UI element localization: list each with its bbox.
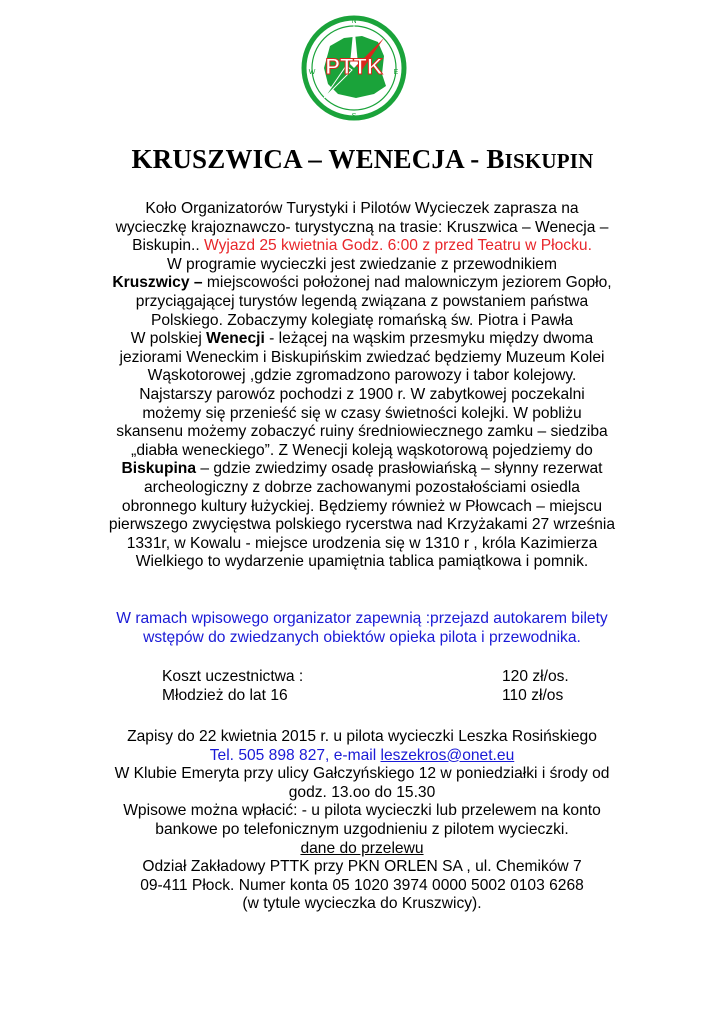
biskupin-bold: Biskupina (121, 460, 197, 478)
intro-line: obronnego kultury łużyckiej. Będziemy również w Płowcach – miejscu (121, 497, 603, 515)
intro-line: W programie wycieczki jest zwiedzanie z przewodnikiem (167, 255, 557, 273)
signup-paragraph (72, 728, 652, 914)
cost-value: 110 zł/os (502, 687, 564, 704)
intro-paragraph (72, 200, 652, 572)
intro-line (72, 330, 652, 349)
signup-line: 09-411 Płock. Numer konta 05 1020 3974 0000 5002 0103 6268 (140, 876, 584, 894)
intro-text: – gdzie zwiedzimy osadę prasłowiańską – słynny rezerwat (196, 460, 603, 478)
intro-line: 1331r, w Kowalu - miejsce urodzenia się w 1310 r , króla Kazimierza (126, 534, 598, 552)
cost-value: 120 zł/os. (502, 668, 569, 685)
intro-line: skansenu możemy zobaczyć ruiny średniowiecznego zamku – siedziba (116, 423, 608, 441)
intro-line (72, 460, 652, 479)
title-smallcaps: ISKUPIN (504, 149, 594, 173)
compass-w: W (308, 69, 316, 76)
signup-line: Odział Zakładowy PTTK przy PKN ORLEN SA , ul. Chemików 7 (142, 858, 582, 876)
pttk-logo (300, 14, 408, 122)
intro-line (72, 274, 652, 293)
intro-line: jeziorami Weneckim i Biskupińskim zwiedzać będziemy Muzeum Kolei (119, 348, 605, 366)
cost-label: Młodzież do lat 16 (162, 687, 288, 704)
intro-line: pierwszego zwycięstwa polskiego rycerstwa nad Krzyżakami 27 września (108, 516, 616, 534)
signup-line: bankowe po telefonicznym uzgodnieniu z pilotem wycieczki. (155, 820, 569, 838)
compass-s: S (351, 113, 357, 120)
included-paragraph (72, 610, 652, 647)
compass-e: E (393, 69, 399, 76)
departure-info: Wyjazd 25 kwietnia Godz. 6:00 z przed Teatru w Płocku. (204, 237, 592, 255)
signup-line: Zapisy do 22 kwietnia 2015 r. u pilota wycieczki Leszka Rosińskiego (127, 728, 597, 745)
intro-line: archeologiczny z dobrze zachowanymi pozostałościami osiedla (144, 478, 580, 496)
intro-line: możemy się przenieść się w czasy świetności kolejki. W pobliżu (142, 404, 582, 422)
intro-line (72, 237, 652, 256)
intro-line: przyciągającej turystów legendą związana z powstaniem państwa (135, 292, 589, 310)
signup-line: W Klubie Emeryta przy ulicy Gałczyńskiego 12 w poniedziałki i środy od (114, 765, 610, 783)
cost-label: Koszt uczestnictwa : (162, 668, 304, 685)
intro-line: Wąskotorowej ,gdzie zgromadzono parowozy i tabor kolejowy. (147, 367, 577, 385)
signup-line: (w tytule wycieczka do Kruszwicy). (242, 895, 482, 913)
intro-text: W polskiej (130, 330, 207, 348)
signup-line: Wpisowe można wpłacić: - u pilota wycieczki lub przelewem na konto (123, 802, 601, 820)
intro-line: wycieczkę krajoznawczo- turystyczną na trasie: Kruszwica – Wenecja – (115, 218, 609, 236)
intro-line: Koło Organizatorów Turystyki i Pilotów Wycieczek zaprasza na (145, 200, 579, 217)
intro-line: Wielkiego to wydarzenie upamiętnia tablica pamiątkowa i pomnik. (135, 553, 589, 571)
page-title (0, 144, 725, 175)
intro-text: miejscowości położonej nad malowniczym jeziorem Gopło, (202, 274, 612, 292)
intro-line: „diabła weneckiego”. Z Wenecji koleją wąskotorową pojedziemy do (131, 441, 593, 459)
transfer-data-heading: dane do przelewu (300, 839, 424, 857)
email-link[interactable]: leszekros@onet.eu (380, 746, 515, 764)
signup-line: godz. 13.oo do 15.30 (288, 783, 436, 801)
phone-text: Tel. 505 898 827, e-mail (209, 746, 381, 764)
intro-text: Biskupin.. (132, 237, 205, 255)
logo-text: PTTK (325, 54, 383, 79)
included-line: W ramach wpisowego organizator zapewnią :przejazd autokarem bilety (116, 610, 608, 627)
kruszwica-bold: Kruszwicy – (112, 274, 203, 292)
included-line: wstępów do zwiedzanych obiektów opieka pilota i przewodnika. (143, 628, 581, 646)
title-main: KRUSZWICA – WENECJA - B (131, 144, 505, 174)
intro-text: - leżącej na wąskim przesmyku między dwoma (264, 330, 594, 348)
intro-line: Najstarszy parowóz pochodzi z 1900 r. W zabytkowej poczekalni (139, 385, 585, 403)
wenecja-bold: Wenecji (206, 330, 265, 348)
compass-n: N (351, 18, 357, 25)
contact-line (72, 747, 652, 766)
intro-line: Polskiego. Zobaczymy kolegiatę romańską św. Piotra i Pawła (150, 311, 574, 329)
